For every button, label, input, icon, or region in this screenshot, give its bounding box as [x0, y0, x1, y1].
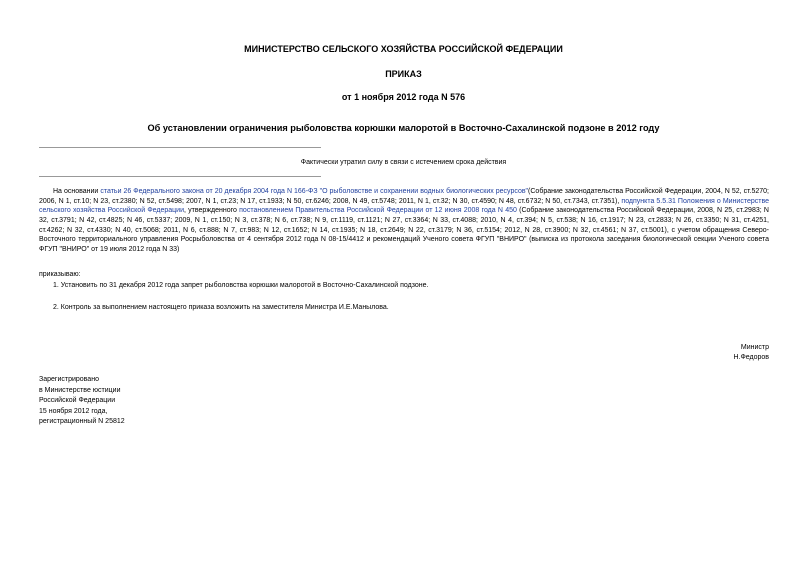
registration-line: 15 ноября 2012 года,	[39, 407, 108, 415]
law-link[interactable]: статьи 26 Федерального закона от 20 декабря 2004 года N 166-ФЗ "О рыболовстве и сохранении водных биологических ресурсов"	[100, 188, 529, 195]
signatory-name: Н.Федоров	[733, 354, 769, 361]
status-note: Фактически утратил силу в связи с истечением срока действия	[300, 159, 507, 166]
order-word: приказываю:	[39, 271, 81, 278]
divider-top	[39, 147, 321, 148]
registration-line: Российской Федерации	[39, 397, 116, 404]
ministry-heading: МИНИСТЕРСТВО СЕЛЬСКОГО ХОЗЯЙСТВА РОССИЙСКОЙ ФЕДЕРАЦИИ	[244, 44, 563, 54]
divider-bottom	[39, 176, 321, 177]
registration-line: регистрационный N 25812	[39, 418, 125, 425]
order-item-1: 1. Установить по 31 декабря 2012 года запрет рыболовства корюшки малоротой в Восточно-Сахалинской подзоне.	[53, 282, 429, 289]
document-date-number: от 1 ноября 2012 года N 576	[341, 92, 466, 102]
document-type: ПРИКАЗ	[385, 69, 422, 79]
registration-line: Зарегистрировано	[39, 376, 99, 383]
preamble-text-2: , утвержденного	[184, 207, 240, 215]
resolution-link[interactable]: постановлением Правительства Российской Федерации от 12 июня 2008 года N 450	[239, 207, 517, 215]
preamble-paragraph	[39, 187, 769, 255]
preamble-lead: На основании	[53, 188, 101, 195]
registration-line: в Министерстве юстиции	[39, 386, 121, 394]
signatory-position: Министр	[740, 344, 769, 351]
regulation-link[interactable]: подпункта 5.5.31 Положения о Министерстве сельского хозяйства Российской Федерации	[39, 197, 769, 215]
preamble-text-1: (Собрание законодательства Российской Федерации, 2004, N 52, ст.5270; 2006, N 1, ст.10; N 23, ст.2380; N 52, ст.5498; 2007, N 1, ст.23; N 17, ст.1933; N 50, ст.6246; 2008, N 49, ст.5748; 2011, N 1, ст.32; N 30, ст.4590; N 48, ст.6732; N 50, ст.7343, ст.7351),	[39, 188, 769, 205]
document-title: Об установлении ограничения рыболовства корюшки малоротой в Восточно-Сахалинской подзоне в 2012 году	[147, 123, 660, 133]
registration-block	[39, 375, 125, 428]
preamble-text-3: (Собрание законодательства Российской Федерации, 2008, N 25, ст.2983; N 32, ст.3791; N 42, ст.4825; N 46, ст.5337; 2009, N 1, ст.150; N 3, ст.378; N 6, ст.738; N 9, ст.1119, ст.1121; N 27, ст.3364; N 33, ст.4088; 2010, N 4, ст.394; N 5, ст.538; N 16, ст.1917; N 23, ст.2833; N 26, ст.3350; N 31, ст.4251, ст.4262; N 32, ст.4330; N 40, ст.5068; 2011, N 6, ст.888; N 7, ст.983; N 12, ст.1652; N 14, ст.1935; N 18, ст.2649; N 22, ст.3179; N 36, ст.5154; 2012, N 28, ст.3900; N 32, ст.4561; N 37, ст.5001), с учетом обращения Северо-Восточного территориального управления Росрыболовства от 4 сентября 2012 года N 08-15/4412 и рекомендаций Ученого совета ФГУП "ВНИРО" (выписка из протокола заседания биологической секции Ученого совета ФГУП "ВНИРО" от 19 июля 2012 года N 33)	[39, 207, 769, 253]
order-item-2: 2. Контроль за выполнением настоящего приказа возложить на заместителя Министра И.Е.Манылова.	[53, 304, 389, 311]
